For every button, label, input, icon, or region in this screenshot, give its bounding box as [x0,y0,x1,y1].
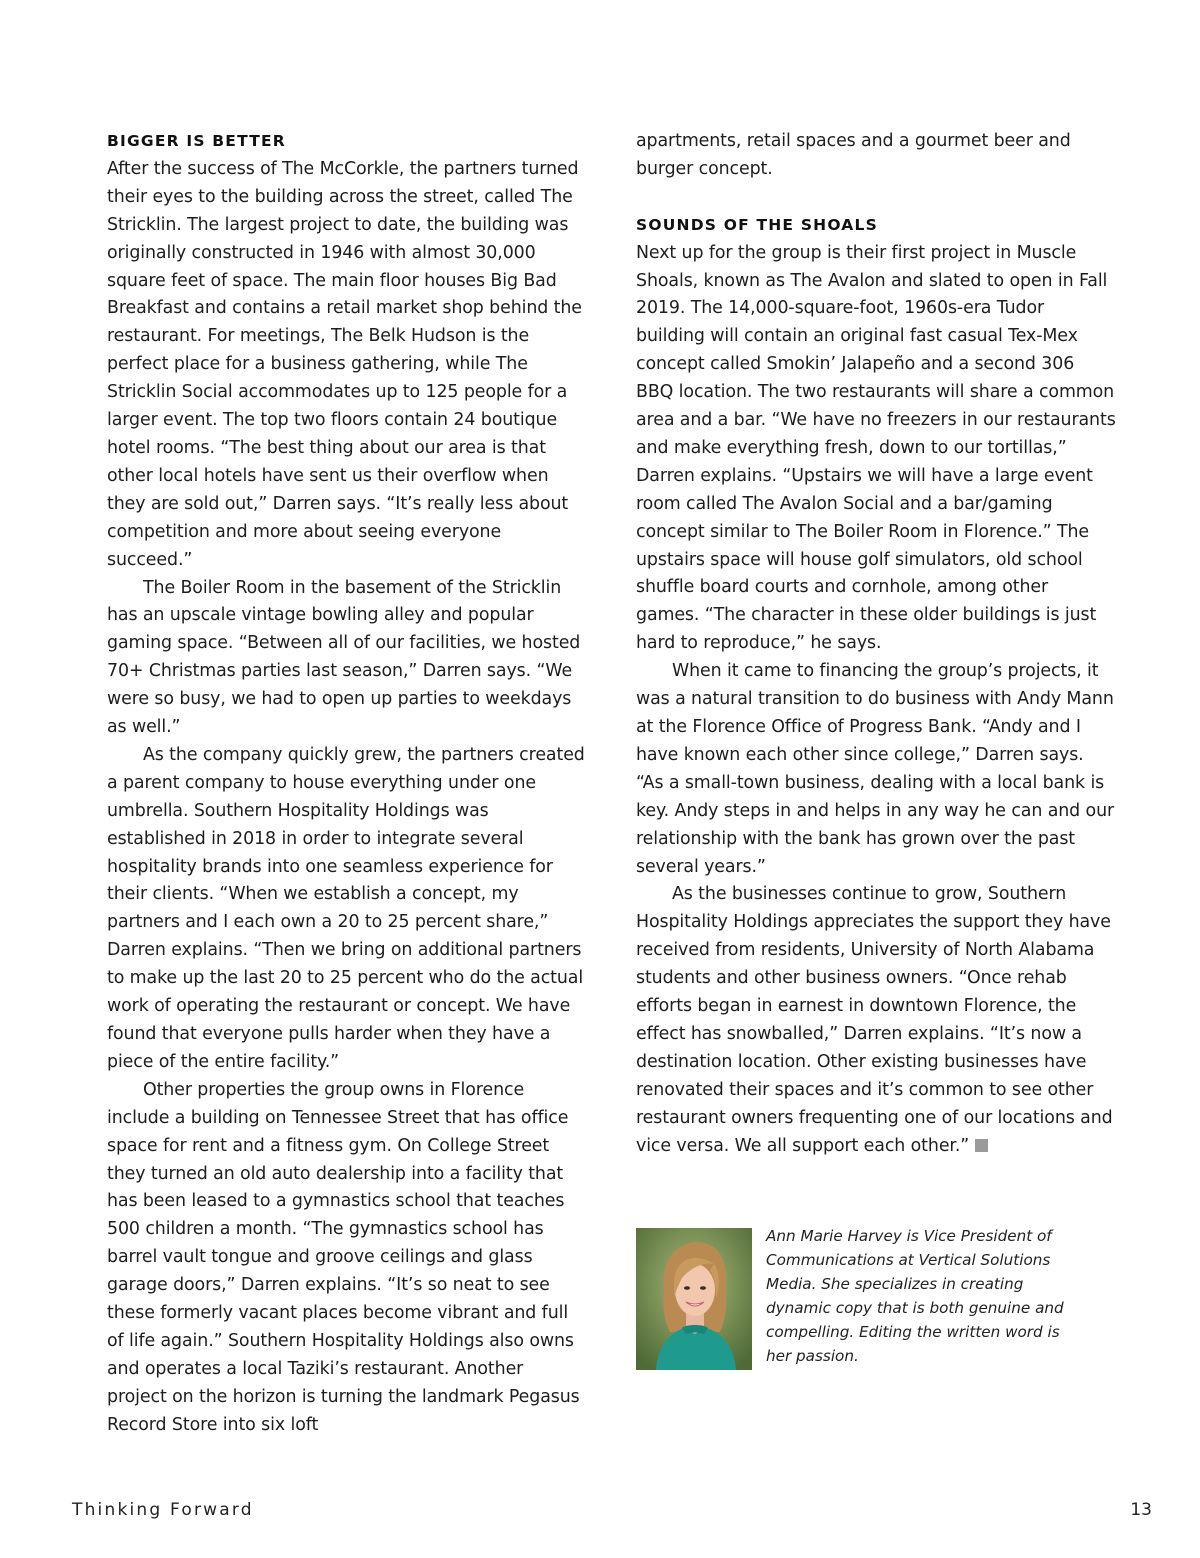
author-bio [636,1228,1116,1370]
right-column [636,128,1116,1161]
body-paragraph: The Boiler Room in the basement of the Stricklin has an upscale vintage bowling alley and popular gaming space. “Between all of our facilities, we hosted 70+ Christmas parties last season,” Darren says. “We were so busy, we had to open up parties to weekdays as well.” [107,577,581,738]
page-number: 13 [1130,1500,1152,1520]
end-mark-icon [975,1139,988,1152]
section-spacer [636,184,1116,212]
author-bio-text: Ann Marie Harvey is Vice President of Communications at Vertical Solutions Media. She specializes in creating dynamic copy that is both genuine and compelling. Editing the written word is her passion. [766,1227,1064,1365]
section-heading-bigger-is-better: BIGGER IS BETTER [107,132,286,150]
author-portrait-icon [636,1228,752,1370]
continued-paragraph: apartments, retail spaces and a gourmet beer and burger concept. [636,131,1071,179]
final-paragraph-text: As the businesses continue to grow, Southern Hospitality Holdings appreciates the support they have received from residents, University of North Alabama students and other business owners. “Once rehab efforts began in earnest in downtown Florence, the effect has snowballed,” Darren explains. “It’s now a destination location. Other existing businesses have renovated their spaces and it’s common to see other restaurant owners frequenting one of our locations and vice versa. We all support each other.” [636,884,1113,1156]
body-paragraph: As the company quickly grew, the partners created a parent company to house everything under one umbrella. Southern Hospitality Holdings was established in 2018 in order to integrate several hospitality brands into one seamless experience for their clients. “When we establish a concept, my partners and I each own a 20 to 25 percent share,” Darren explains. “Then we bring on additional partners to make up the last 20 to 25 percent who do the actual work of operating the restaurant or concept. We have found that everyone pulls harder when they have a piece of the entire facility.” [107,744,585,1072]
body-paragraph: Other properties the group owns in Florence include a building on Tennessee Street that has office space for rent and a fitness gym. On College Street they turned an old auto dealership into a facility that has been leased to a gymnastics school that teaches 500 children a month. “The gymnastics school has barrel vault tongue and groove ceilings and glass garage doors,” Darren explains. “It’s so neat to see these formerly vacant places become vibrant and full of life again.” Southern Hospitality Holdings also owns and operates a local Taziki’s restaurant. Another project on the horizon is turning the landmark Pegasus Record Store into six loft [107,1079,580,1435]
author-photo [636,1228,752,1370]
body-paragraph: After the success of The McCorkle, the partners turned their eyes to the building across the street, called The Stricklin. The largest project to date, the building was originally constructed in 1946 with almost 30,000 square feet of space. The main floor houses Big Bad Breakfast and contains a retail market shop behind the restaurant. For meetings, The Belk Hudson is the perfect place for a business gathering, while The Stricklin Social accommodates up to 125 people for a larger event. The top two floors contain 24 boutique hotel rooms. “The best thing about our area is that other local hotels have sent us their overflow when they are sold out,” Darren says. “It’s really less about competition and more about seeing everyone succeed.” [107,158,582,570]
section-heading-sounds-of-the-shoals: SOUNDS OF THE SHOALS [636,215,878,234]
left-column [107,128,587,1440]
body-paragraph-final [636,881,1116,1160]
body-paragraph: When it came to financing the group’s projects, it was a natural transition to do business with Andy Mann at the Florence Office of Progress Bank. “Andy and I have known each other since college,” Darren says. “As a small-town business, dealing with a local bank is key. Andy steps in and helps in any way he can and our relationship with the bank has grown over the past several years.” [636,661,1115,877]
body-paragraph: Next up for the group is their first project in Muscle Shoals, known as The Avalon and slated to open in Fall 2019. The 14,000-square-foot, 1960s-era Tudor building will contain an original fast casual Tex-Mex concept called Smokin’ Jalapeño and a second 306 BBQ location. The two restaurants will share a common area and a bar. “We have no freezers in our restaurants and make everything fresh, down to our tortillas,” Darren explains. “Upstairs we will have a large event room called The Avalon Social and a bar/gaming concept similar to The Boiler Room in Florence.” The upstairs space will house golf simulators, old school shuffle board courts and cornhole, among other games. “The character in these older buildings is just hard to reproduce,” he says. [636,242,1116,654]
publication-name: Thinking Forward [72,1500,254,1520]
